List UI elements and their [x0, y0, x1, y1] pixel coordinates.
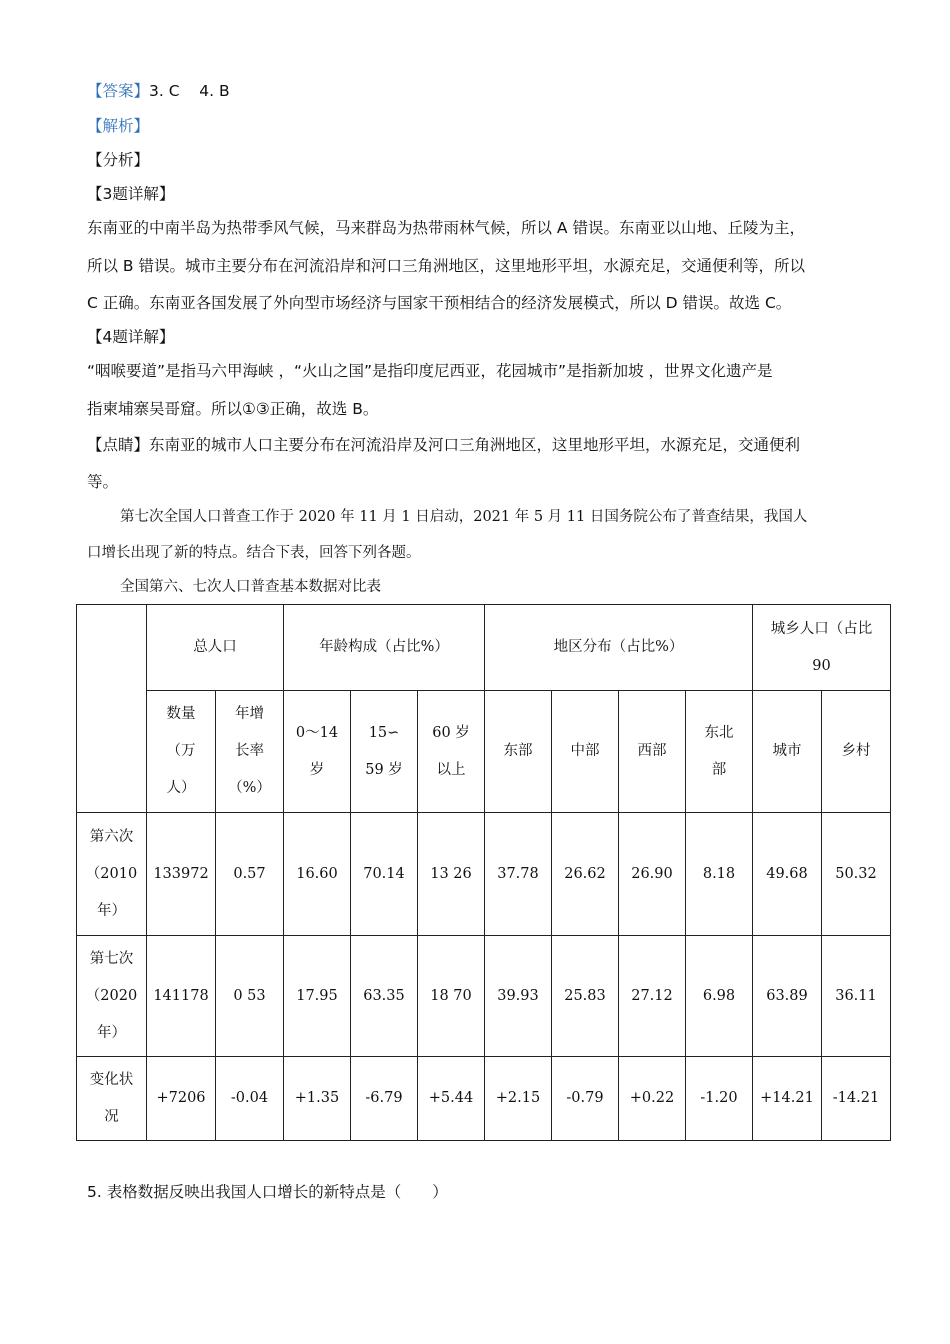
header-age: 年龄构成（占比%）: [284, 605, 485, 691]
dianjing-line-1: [87, 433, 877, 455]
subheader-west: 西部: [619, 691, 686, 813]
cell: 141178: [147, 936, 216, 1057]
q4-line-1: “咽喉要道”是指马六甲海峡 ，“火山之国”是指印度尼西亚，花园城市”是指新加坡 ，世界文化遗产是: [87, 362, 773, 380]
cell: +1.35: [284, 1057, 351, 1141]
cell: +7206: [147, 1057, 216, 1141]
cell: 133972: [147, 813, 216, 936]
question-5: 5. 表格数据反映出我国人口增长的新特点是（ ）: [87, 1183, 448, 1201]
cell: 6.98: [686, 936, 753, 1057]
cell: -14.21: [822, 1057, 891, 1141]
intro-line-1: 第七次全国人口普查工作于 2020 年 11 月 1 日启动，2021 年 5 月 11 日国务院公布了普查结果，我国人: [120, 509, 808, 525]
subheader-growth: 年增 长率 （%）: [216, 691, 284, 813]
q3-line-1: 东南亚的中南半岛为热带季风气候，马来群岛为热带雨林气候，所以 A 错误。东南亚以山地、丘陵为主，: [87, 219, 805, 237]
cell: 37.78: [485, 813, 552, 936]
q3-line-3: C 正确。东南亚各国发展了外向型市场经济与国家干预相结合的经济发展模式，所以 D 错误。故选 C。: [87, 294, 792, 312]
table-row: [77, 1057, 891, 1141]
table-row: [77, 936, 891, 1057]
table-sub-header-row: [77, 691, 891, 813]
header-region: 地区分布（占比%）: [485, 605, 753, 691]
header-urban: [753, 605, 891, 691]
answer-text: 3. C 4. B: [149, 82, 230, 100]
q3-heading: 【3题详解】: [87, 185, 175, 203]
cell: 26.90: [619, 813, 686, 936]
dianjing-line-2: 等。: [87, 473, 119, 491]
cell: +2.15: [485, 1057, 552, 1141]
cell: -0.79: [552, 1057, 619, 1141]
dianjing-label: 【点睛】: [87, 436, 150, 454]
cell: 13 26: [418, 813, 485, 936]
intro-line-2: 口增长出现了新的特点。结合下表，回答下列各题。: [87, 545, 421, 561]
table-caption: 全国第六、七次人口普查基本数据对比表: [120, 579, 381, 595]
subheader-rural: 乡村: [822, 691, 891, 813]
table-row: [77, 813, 891, 936]
census-table: [76, 604, 891, 1141]
answer-line: [87, 79, 877, 101]
row-label: 变化状 况: [77, 1057, 147, 1141]
header-urban-line-1: 城乡人口（占比: [770, 620, 873, 637]
cell: 49.68: [753, 813, 822, 936]
cell: 18 70: [418, 936, 485, 1057]
cell: -0.04: [216, 1057, 284, 1141]
cell: -6.79: [351, 1057, 418, 1141]
subheader-northeast: 东北 部: [686, 691, 753, 813]
table-corner-cell: [77, 605, 147, 813]
q3-line-2: 所以 B 错误。城市主要分布在河流沿岸和河口三角洲地区，这里地形平坦，水源充足，交通便利等，所以: [87, 257, 805, 275]
cell: 0.57: [216, 813, 284, 936]
header-total: 总人口: [147, 605, 284, 691]
subheader-east: 东部: [485, 691, 552, 813]
cell: +14.21: [753, 1057, 822, 1141]
table-group-header-row: [77, 605, 891, 691]
cell: 39.93: [485, 936, 552, 1057]
cell: 16.60: [284, 813, 351, 936]
subheader-age-60: 60 岁 以上: [418, 691, 485, 813]
fenxi-label: 【分析】: [87, 151, 150, 169]
subheader-city: 城市: [753, 691, 822, 813]
dianjing-text: 东南亚的城市人口主要分布在河流沿岸及河口三角洲地区，这里地形平坦，水源充足，交通便利: [149, 436, 801, 454]
cell: 25.83: [552, 936, 619, 1057]
row-label: 第七次 （2020 年）: [77, 936, 147, 1057]
row-label: 第六次 （2010 年）: [77, 813, 147, 936]
cell: 17.95: [284, 936, 351, 1057]
subheader-central: 中部: [552, 691, 619, 813]
analysis-label: 【解析】: [87, 117, 150, 135]
answer-label: 【答案】: [87, 82, 150, 100]
cell: 26.62: [552, 813, 619, 936]
cell: +5.44: [418, 1057, 485, 1141]
cell: 70.14: [351, 813, 418, 936]
cell: 50.32: [822, 813, 891, 936]
subheader-age-0-14: 0～14 岁: [284, 691, 351, 813]
q4-line-2: 指柬埔寨吴哥窟。所以①③正确，故选 B。: [87, 400, 379, 418]
cell: 0 53: [216, 936, 284, 1057]
q4-heading: 【4题详解】: [87, 328, 175, 346]
cell: 63.35: [351, 936, 418, 1057]
header-urban-line-2: 90: [812, 657, 831, 674]
cell: 8.18: [686, 813, 753, 936]
cell: -1.20: [686, 1057, 753, 1141]
subheader-age-15-59: 15∽ 59 岁: [351, 691, 418, 813]
cell: 63.89: [753, 936, 822, 1057]
cell: 27.12: [619, 936, 686, 1057]
subheader-count: 数量 （万 人）: [147, 691, 216, 813]
cell: 36.11: [822, 936, 891, 1057]
cell: +0.22: [619, 1057, 686, 1141]
